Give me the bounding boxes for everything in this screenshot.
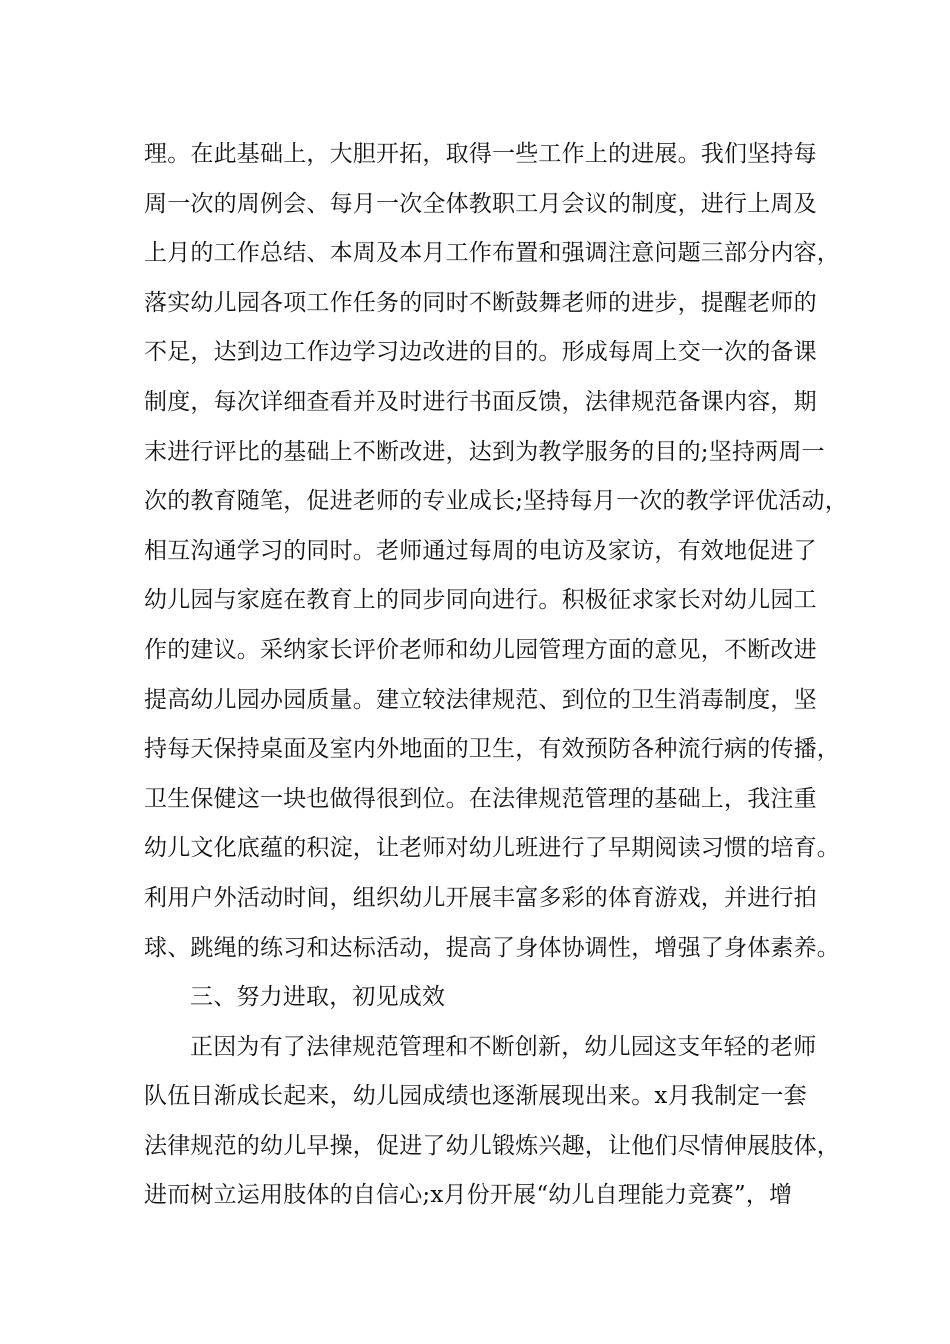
text-line: 利用户外活动时间，组织幼儿开展丰富多彩的体育游戏，并进行拍	[144, 884, 817, 911]
text-line: 周一次的周例会、每月一次全体教职工月会议的制度，进行上周及	[144, 190, 817, 217]
text-line: 相互沟通学习的同时。老师通过每周的电访及家访，有效地促进了	[144, 537, 817, 564]
text-line: 末进行评比的基础上不断改进，达到为教学服务的目的;坚持两周一	[144, 438, 825, 465]
text-line: 作的建议。采纳家长评价老师和幼儿园管理方面的意见，不断改进	[144, 636, 817, 663]
text-line: 法律规范的幼儿早操，促进了幼儿锻炼兴趣，让他们尽情伸展肢体，	[144, 1132, 840, 1159]
text-line: 幼儿园与家庭在教育上的同步同向进行。积极征求家长对幼儿园工	[144, 587, 817, 614]
text-line: 球、跳绳的练习和达标活动，提高了身体协调性，增强了身体素养。	[144, 934, 840, 961]
text-line: 次的教育随笔，促进老师的专业成长;坚持每月一次的教学评优活动，	[144, 488, 848, 515]
paragraph-first-line: 正因为有了法律规范管理和不断创新，幼儿园这支年轻的老师	[190, 1033, 817, 1060]
text-line: 提高幼儿园办园质量。建立较法律规范、到位的卫生消毒制度，坚	[144, 686, 817, 713]
text-line: 持每天保持桌面及室内外地面的卫生，有效预防各种流行病的传播，	[144, 736, 840, 763]
text-line: 不足，达到边工作边学习边改进的目的。形成每周上交一次的备课	[144, 339, 817, 366]
text-line: 队伍日渐成长起来，幼儿园成绩也逐渐展现出来。x月我制定一套	[144, 1083, 807, 1110]
section-heading: 三、努力进取，初见成效	[190, 984, 446, 1011]
text-line: 理。在此基础上，大胆开拓，取得一些工作上的进展。我们坚持每	[144, 141, 817, 167]
text-line: 卫生保健这一块也做得很到位。在法律规范管理的基础上，我注重	[144, 785, 817, 812]
text-line: 进而树立运用肢体的自信心;x月份开展“幼儿自理能力竞赛”，增	[144, 1182, 793, 1209]
text-line: 上月的工作总结、本周及本月工作布置和强调注意问题三部分内容，	[144, 240, 840, 267]
body-text	[144, 130, 848, 1221]
text-line: 幼儿文化底蕴的积淀，让老师对幼儿班进行了早期阅读习惯的培育。	[144, 835, 840, 862]
text-line: 制度，每次详细查看并及时进行书面反馈，法律规范备课内容，期	[144, 388, 817, 415]
text-line: 落实幼儿园各项工作任务的同时不断鼓舞老师的进步，提醒老师的	[144, 289, 817, 316]
